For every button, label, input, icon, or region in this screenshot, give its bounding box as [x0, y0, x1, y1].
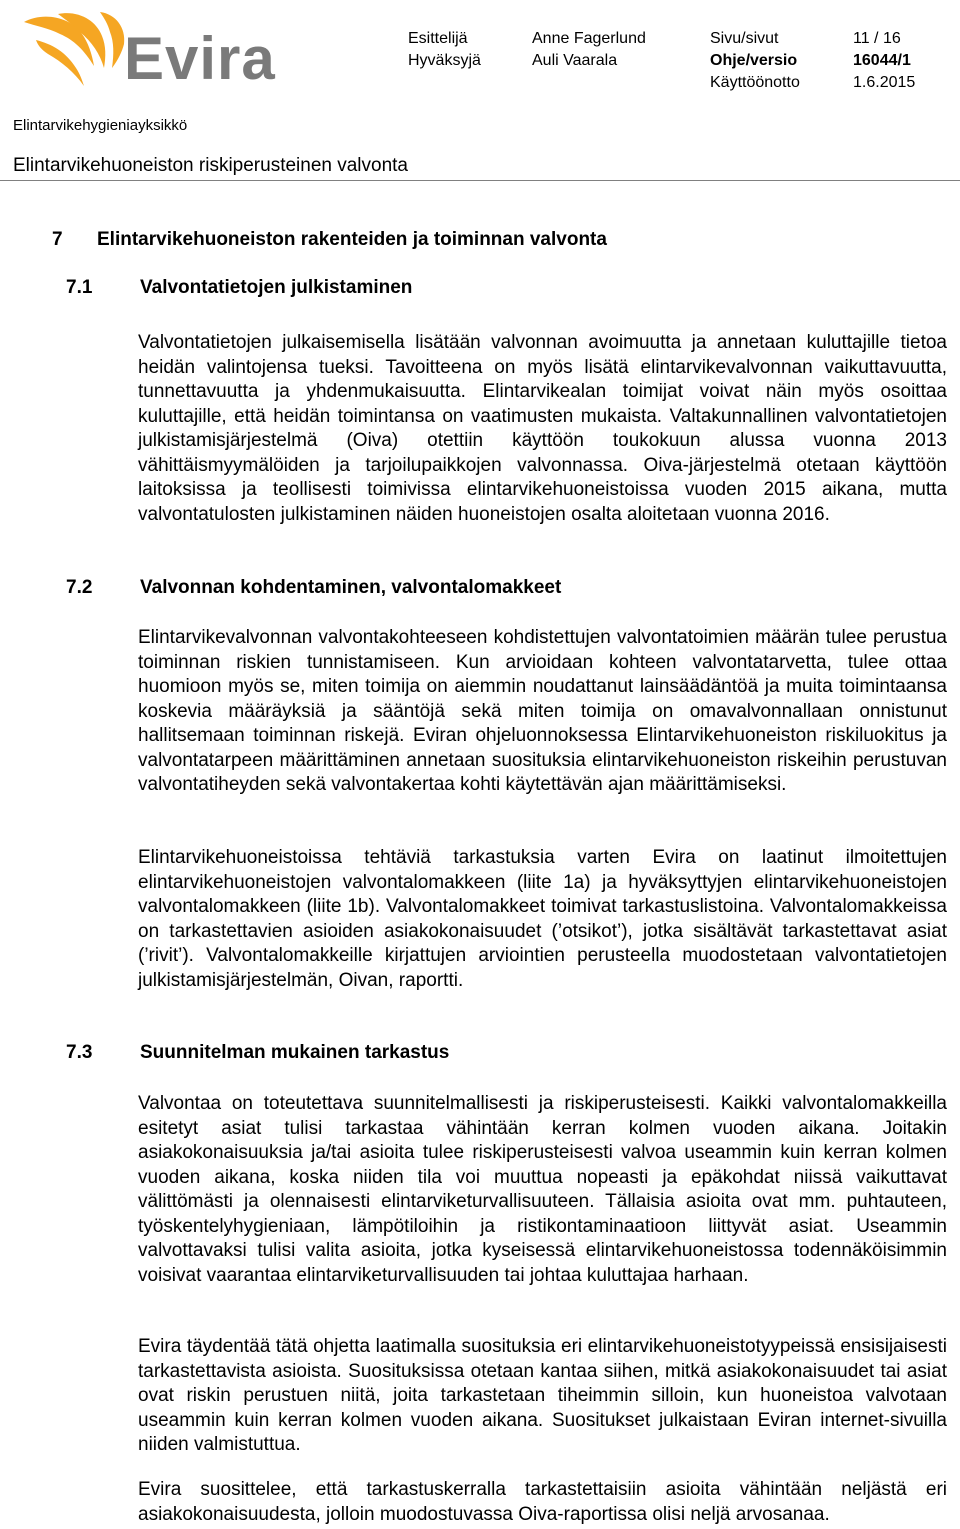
- section-title: Valvonnan kohdentaminen, valvontalomakkeet: [140, 577, 562, 598]
- paragraph-7-3-a: Valvontaa on toteutettava suunnitelmallisesti ja riskiperusteisesti. Kaikki valvontalomakkeilla esitetyt asiat tulisi tarkastaa vähintään kerran kolmen vuoden aikana. Joitakin asiakokonaisuuksia ja/tai asioita tulee riskiperusteisesti valvoa useammin kuin kerran kolmen vuoden aikana, koska niiden tila voi muuttua nopeasti ja epäkohdat niissä vaikuttavat välittömästi ja olennaisesti elintarviketurvallisuuteen. Tällaisia asioita ovat mm. puhtauteen, työskentelyhygieniaan, lämpötiloihin ja ristikontaminaatioon liittyvät asiat. Useammin valvottavaksi tulisi valita asioita, jotka kyseisessä elintarvikehuoneistossa todennäköisimmin voisivat vaarantaa elintarviketurvallisuuden tai johtaa kuluttajaa harhaan.: [138, 1093, 947, 1286]
- label-hyvaksyja: Hyväksyjä: [408, 52, 481, 69]
- section-number: 7.3: [66, 1042, 93, 1063]
- label-kayttoonotto: Käyttöönotto: [710, 74, 800, 91]
- paragraph-7-2-a: Elintarvikevalvonnan valvontakohteeseen kohdistettujen valvontatoimien määrän tulee perustua toiminnan riskien tunnistamiseen. Kun arvioidaan kohteen valvontatarvetta, tulee ottaa huomioon myös se, miten toimija on aiemmin noudattanut lainsäädäntöä ja muita toimintaansa koskevia määräyksiä ja sääntöjä sekä miten toimija on omavalvonnallaan onnistunut hallitsemaan toiminnan riskejä. Eviran ohjeluonnoksessa Elintarvikehuoneiston riskiluokitus ja valvontatarpeen määrittäminen annetaan suosituksia elintarvikehuoneiston riskeihin perustuvan valvontatiheyden sekä valvontakertaa kohti käytettävän ajan määrittämiseksi.: [138, 627, 947, 795]
- section-title: Elintarvikehuoneiston rakenteiden ja toiminnan valvonta: [97, 229, 607, 250]
- section-7-2-heading: [66, 577, 561, 599]
- section-number: 7.2: [66, 577, 93, 598]
- evira-logo-text: Evira: [124, 25, 276, 92]
- section-7-heading: [52, 229, 607, 251]
- label-esittelija: Esittelijä: [408, 30, 468, 47]
- value-versio: 16044/1: [853, 52, 911, 69]
- unit-name: Elintarvikehygieniayksikkö: [13, 117, 188, 134]
- section-7-3-heading: [66, 1042, 449, 1064]
- document-title: Elintarvikehuoneiston riskiperusteinen valvonta: [13, 155, 409, 176]
- section-number: 7: [52, 229, 63, 250]
- section-7-1-heading: [66, 277, 412, 299]
- section-title: Suunnitelman mukainen tarkastus: [140, 1042, 450, 1063]
- paragraph-7-2-b: Elintarvikehuoneistoissa tehtäviä tarkastuksia varten Evira on laatinut ilmoitettujen elintarvikehuoneistojen valvontalomakkeen (liite 1a) ja hyväksyttyjen elintarvikehuoneistojen valvontalomakkeen (liite 1b). Valvontalomakkeet toimivat tarkastuslistoina. Valvontalomakkeissa on tarkastettavien asioiden asiakokonaisuudet (’otsikot’), jotka sisältävät tarkastettavat asiat (’rivit’). Valvontalomakkeille kirjattujen arviointien perusteella muodostetaan valvontatietojen julkistamisjärjestelmän, Oivan, raportti.: [138, 847, 947, 991]
- value-esittelija: Anne Fagerlund: [532, 30, 646, 47]
- value-kayttoonotto: 1.6.2015: [853, 74, 916, 91]
- paragraph-7-3-b: Evira täydentää tätä ohjetta laatimalla suosituksia eri elintarvikehuoneistotyypeissä ensisijaisesti tarkastettavista asioista. Suosituksissa otetaan kantaa siihen, mitkä asiakokonaisuudet tai asiat ovat riskin perustuen niitä, joita tarkastetaan tiheimmin silloin, kun huoneistoa valvotaan useammin kuin kerran kolmen vuoden aikana. Suositukset julkaistaan Eviran internet-sivuilla niiden valmistuttua.: [138, 1336, 947, 1455]
- paragraph-7-3-c: Evira suosittelee, että tarkastuskerralla tarkastettaisiin asioita vähintään neljästä eri asiakokonaisuudesta, jolloin muodostuvassa Oiva-raportissa olisi neljä arvosanaa.: [138, 1479, 947, 1525]
- value-hyvaksyja: Auli Vaarala: [532, 52, 618, 69]
- value-sivu: 11 / 16: [853, 30, 901, 47]
- section-number: 7.1: [66, 277, 93, 298]
- label-sivu: Sivu/sivut: [710, 30, 779, 47]
- evira-logo: [22, 10, 277, 92]
- section-title: Valvontatietojen julkistaminen: [140, 277, 413, 298]
- header-divider: [0, 180, 960, 181]
- paragraph-7-1: Valvontatietojen julkaisemisella lisätään valvonnan avoimuutta ja annetaan kuluttajille tietoa heidän valintojensa tueksi. Tavoitteena on myös lisätä elintarvikevalvonnan vaikuttavuutta, tunnettavuutta ja yhdenmukaisuutta. Elintarvikealan toimijat voivat näin myös osoittaa kuluttajille, että heidän toimintansa on vaatimusten mukaista. Valtakunnallinen valvontatietojen julkistamisjärjestelmä (Oiva) otettiin käyttöön toukokuun alussa vuonna 2013 vähittäismyymälöiden ja tarjoilupaikkojen valvonnassa. Oiva-järjestelmä otetaan käyttöön laitoksissa ja teollisesti toimivissa elintarvikehuoneistoissa vuoden 2015 aikana, mutta valvontatulosten julkistaminen näiden huoneistojen osalta aloitetaan vuonna 2016.: [138, 332, 947, 525]
- label-versio: Ohje/versio: [710, 52, 798, 69]
